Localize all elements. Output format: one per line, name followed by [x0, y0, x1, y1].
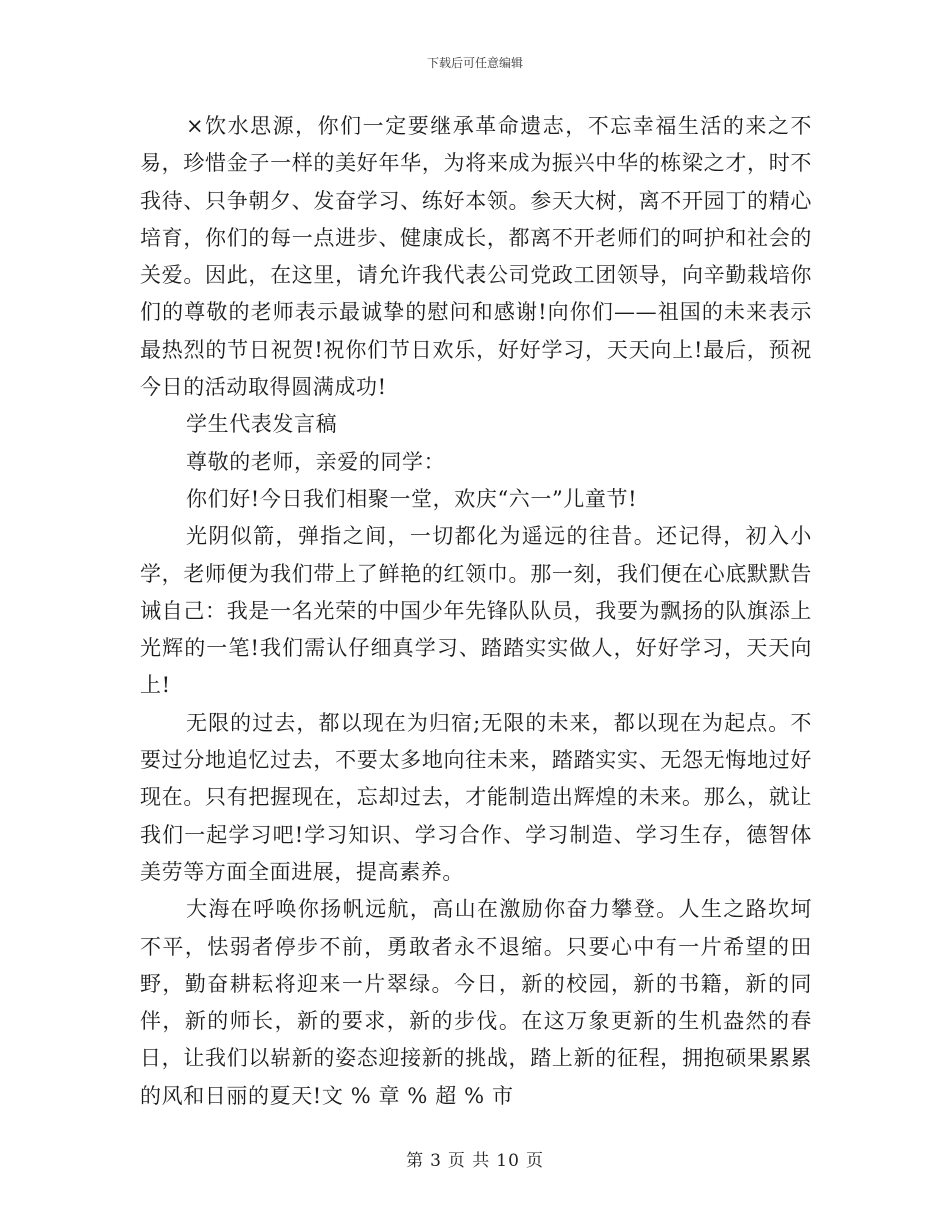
section-title: 学生代表发言稿: [186, 412, 338, 437]
salutation: 尊敬的老师，亲爱的同学：: [186, 449, 446, 474]
paragraph-memories: 光阴似箭，弹指之间，一切都化为遥远的往昔。还记得，初入小学，老师便为我们带上了鲜艳的红领巾。那一刻，我们便在心底默默告诫自己：我是一名光荣的中国少年先锋队队员，我要为飘扬的队旗添上光辉的一笔!我们需认仔细真学习、踏踏实实做人，好好学习，天天向上!: [140, 524, 812, 698]
paragraph-present: 无限的过去，都以现在为归宿;无限的未来，都以现在为起点。不要过分地追忆过去，不要太多地向往未来，踏踏实实、无怨无悔地过好现在。只有把握现在，忘却过去，才能制造出辉煌的未来。那么，就让我们一起学习吧!学习知识、学习合作、学习制造、学习生存，德智体美劳等方面全面进展，提高素养。: [140, 710, 812, 884]
page-header: 下载后可任意编辑: [426, 56, 523, 70]
paragraph-closing-speech: ×饮水思源，你们一定要继承革命遗志，不忘幸福生活的来之不易，珍惜金子一样的美好年华，为将来成为振兴中华的栋梁之才，时不我待、只争朝夕、发奋学习、练好本领。参天大树，离不开园丁的精心培育，你们的每一点进步、健康成长，都离不开老师们的呵护和社会的关爱。因此，在这里，请允许我代表公司党政工团领导，向辛勤栽培你们的尊敬的老师表示最诚挚的慰问和感谢!向你们——祖国的未来表示最热烈的节日祝贺!祝你们节日欢乐，好好学习，天天向上!最后，预祝今日的活动取得圆满成功!: [140, 114, 812, 400]
footer-total-pages: 10: [496, 1151, 520, 1171]
footer-suffix: 页: [525, 1151, 544, 1171]
document-body: [140, 108, 812, 1115]
footer-page-number: 3: [430, 1151, 442, 1171]
footer-prefix: 第: [406, 1151, 425, 1171]
paragraph-future: 大海在呼唤你扬帆远航，高山在激励你奋力攀登。人生之路坎坷不平，怯弱者停步不前，勇敢者永不退缩。只要心中有一片希望的田野，勤奋耕耘将迎来一片翠绿。今日，新的校园，新的书籍，新的同伴，新的师长，新的要求，新的步伐。在这万象更新的生机盎然的春日，让我们以崭新的姿态迎接新的挑战，踏上新的征程，拥抱硕果累累的风和日丽的夏天!文 % 章 % 超 % 市: [140, 897, 812, 1108]
footer-middle: 页 共: [447, 1151, 491, 1171]
page-footer: [0, 1146, 950, 1171]
greeting-line: 你们好!今日我们相聚一堂，欢庆“六一”儿童节!: [186, 486, 638, 511]
